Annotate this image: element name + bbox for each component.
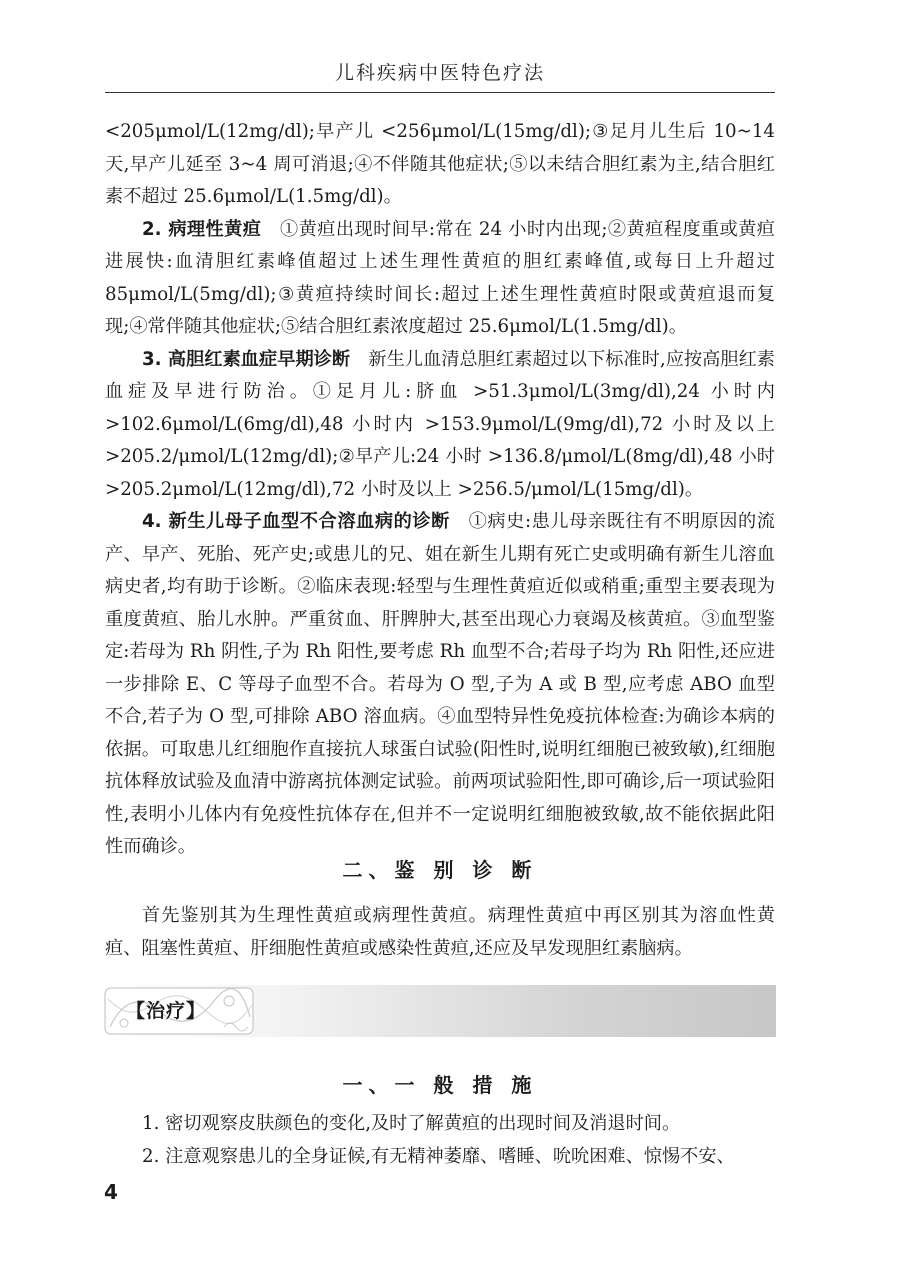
- item-heading: 3. 高胆红素血症早期诊断: [142, 348, 351, 370]
- paragraph-text: 新生儿血清总胆红素超过以下标准时,应按高胆红素血症及早进行防治。①足月儿:脐血 >51.3μmol/L(3mg/dl),24 小时内 >102.6μmol/L(6mg/dl),48 小时内 >153.9μmol/L(9mg/dl),72 小时及以上 >205.2/μmol/L(12mg/dl);②早产儿:24 小时 >136.8/μmol/L(8mg/dl),48 小时 >205.2μmol/L(12mg/dl),72 小时及以上 >256.5/μmol/L(15mg/dl)。: [105, 348, 775, 500]
- measure-item: 1. 密切观察皮肤颜色的变化,及时了解黄疸的出现时间及消退时间。: [142, 1113, 681, 1134]
- paragraph-hyperbilirubinemia: [105, 344, 775, 507]
- book-title: 儿科疾病中医特色疗法: [334, 62, 545, 84]
- section-heading-general-measures: 一、一 般 措 施: [342, 1073, 538, 1097]
- paragraph-text: ①病史:患儿母亲既往有不明原因的流产、早产、死胎、死产史;或患儿的兄、姐在新生儿期有死亡史或明确有新生儿溶血病史者,均有助于诊断。②临床表现:轻型与生理性黄疸近似或稍重;重型主要表现为重度黄疸、胎儿水肿。严重贫血、肝脾肿大,甚至出现心力衰竭及核黄疸。③血型鉴定:若母为 Rh 阴性,子为 Rh 阳性,要考虑 Rh 血型不合;若母子均为 Rh 阳性,还应进一步排除 E、C 等母子血型不合。若母为 O 型,子为 A 或 B 型,应考虑 ABO 血型不合,若子为 O 型,可排除 ABO 溶血病。④血型特异性免疫抗体检查:为确诊本病的依据。可取患儿红细胞作直接抗人球蛋白试验(阳性时,说明红细胞已被致敏),红细胞抗体释放试验及血清中游离抗体测定试验。前两项试验阳性,即可确诊,后一项试验阳性,表明小儿体内有免疫性抗体存在,但并不一定说明红细胞被致敏,故不能依据此阳性而确诊。: [105, 511, 775, 857]
- section-heading-differential: 二、鉴 别 诊 断: [342, 858, 538, 882]
- treatment-label: 【治疗】: [126, 1000, 207, 1022]
- paragraph-text: ①黄疸出现时间早:常在 24 小时内出现;②黄疸程度重或黄疸进展快:血清胆红素峰值超过上述生理性黄疸的胆红素峰值,或每日上升超过 85μmol/L(5mg/dl);③黄疸持续时间长:超过上述生理性黄疸时限或黄疸退而复现;④常伴随其他症状;⑤结合胆红素浓度超过 25.6μmol/L(1.5mg/dl)。: [105, 218, 775, 337]
- paragraph-hemolytic-disease: [105, 506, 775, 864]
- measure-item: 2. 注意观察患儿的全身证候,有无精神萎靡、嗜睡、吮吮困难、惊惕不安、: [142, 1145, 735, 1167]
- running-header: [105, 58, 775, 93]
- treatment-banner: [100, 985, 776, 1037]
- diagnosis-text-block: [105, 116, 775, 864]
- general-measures-block: [105, 1108, 775, 1173]
- item-heading: 2. 病理性黄疸: [142, 218, 262, 240]
- paragraph-pathological-jaundice: [105, 214, 775, 344]
- page-number: 4: [104, 1180, 118, 1204]
- differential-text-block: [105, 900, 775, 965]
- item-heading: 4. 新生儿母子血型不合溶血病的诊断: [142, 511, 450, 532]
- paragraph-differential: 首先鉴别其为生理性黄疸或病理性黄疸。病理性黄疸中再区别其为溶血性黄疸、阻塞性黄疸、肝细胞性黄疸或感染性黄疸,还应及早发现胆红素脑病。: [105, 905, 775, 959]
- physiological-jaundice-tail: <205μmol/L(12mg/dl);早产儿 <256μmol/L(15mg/dl);③足月儿生后 10~14 天,早产儿延至 3~4 周可消退;④不伴随其他症状;⑤以未结合胆红素为主,结合胆红素不超过 25.6μmol/L(1.5mg/dl)。: [105, 121, 775, 207]
